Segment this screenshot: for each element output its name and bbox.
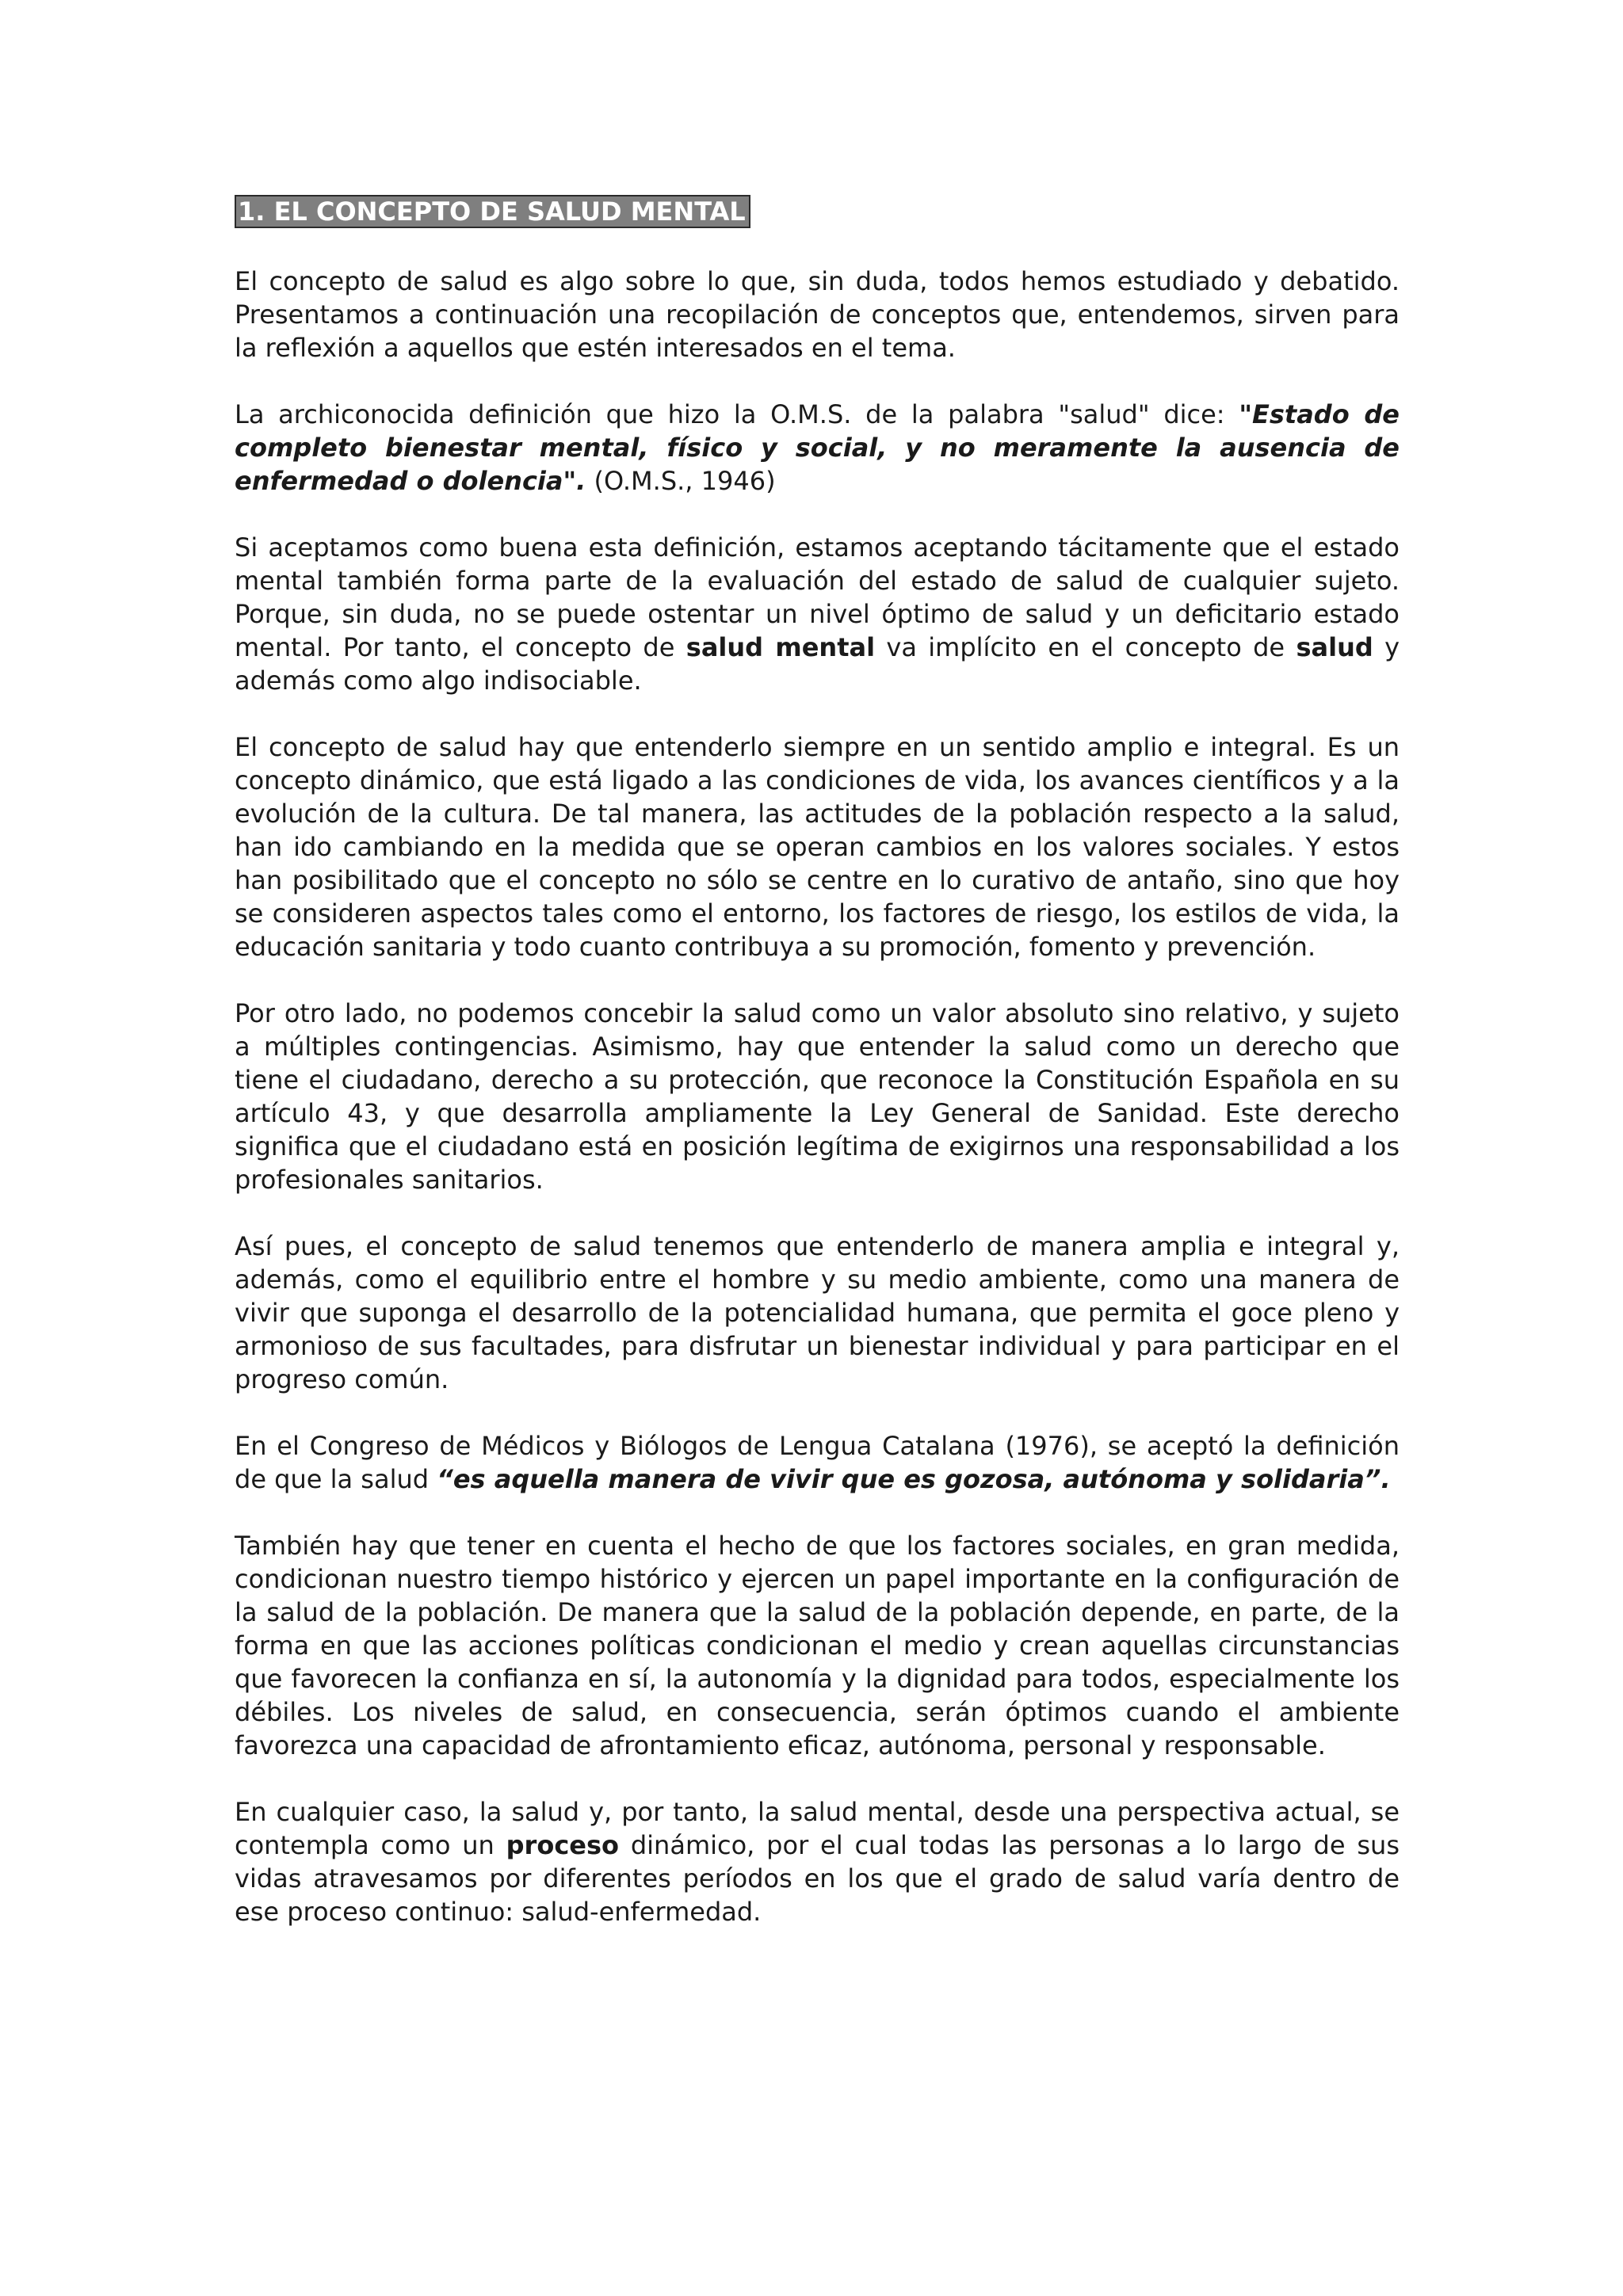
oms-intro-text: La archiconocida definición que hizo la O.M.S. de la palabra "salud" dice: — [235, 399, 1239, 429]
term-salud-mental: salud mental — [685, 632, 876, 662]
term-salud: salud — [1296, 632, 1373, 662]
paragraph-mental-state — [235, 531, 1400, 697]
paragraph-process — [235, 1795, 1400, 1928]
text-run: En el Congreso de Médicos y Biólogos de Lengua Catalana (1976), se aceptó la definición de que la salud — [235, 1431, 1400, 1494]
text-run: dinámico, por el cual todas las personas a lo largo de sus vidas atravesamos por diferentes períodos en los que el grado de salud varía dentro de ese proceso continuo: salud-enfermedad. — [235, 1830, 1400, 1927]
oms-quote: "Estado de completo bienestar mental, físico y social, y no meramente la ausencia de enfermedad o dolencia". — [235, 399, 1400, 496]
congress-quote: “es aquella manera de vivir que es gozosa, autónoma y solidaria”. — [437, 1464, 1391, 1494]
paragraph-relative-value: Por otro lado, no podemos concebir la salud como un valor absoluto sino relativo, y sujeto a múltiples contingencias. Asimismo, hay que entender la salud como un derecho que tiene el ciudadano, derecho a su protección, que reconoce la Constitución Española en su artículo 43, y que desarrolla ampliamente la Ley General de Sanidad. Este derecho significa que el ciudadano está en posición legítima de exigirnos una responsabilidad a los profesionales sanitarios. — [235, 998, 1400, 1195]
oms-citation: (O.M.S., 1946) — [586, 466, 776, 496]
term-proceso: proceso — [506, 1830, 620, 1860]
paragraph-integral-concept: Así pues, el concepto de salud tenemos que entenderlo de manera amplia e integral y, además, como el equilibrio entre el hombre y su medio ambiente, como una manera de vivir que suponga el desarrollo de la potencialidad humana, que permita el goce pleno y armonioso de sus facultades, para disfrutar un bienestar individual y para participar en el progreso común. — [235, 1231, 1400, 1394]
text-run: va implícito en el concepto de — [875, 632, 1296, 662]
text-run: y además como algo indisociable. — [235, 632, 1400, 696]
text-run: Si aceptamos como buena esta definición, estamos aceptando tácitamente que el estado mental también forma parte de la evaluación del estado de salud de cualquier sujeto. Porque, sin duda, no se puede ostentar un nivel óptimo de salud y un deficitario estado mental. Por tanto, el concepto de — [235, 532, 1400, 662]
paragraph-dynamic-concept: El concepto de salud hay que entenderlo siempre en un sentido amplio e integral. Es un concepto dinámico, que está ligado a las condiciones de vida, los avances científicos y a la evolución de la cultura. De tal manera, las actitudes de la población respecto a la salud, han ido cambiando en la medida que se operan cambios en los valores sociales. Y estos han posibilitado que el concepto no sólo se centre en lo curativo de antaño, sino que hoy se consideren aspectos tales como el entorno, los factores de riesgo, los estilos de vida, la educación sanitaria y todo cuanto contribuya a su promoción, fomento y prevención. — [235, 732, 1400, 962]
text-run: En cualquier caso, la salud y, por tanto, la salud mental, desde una perspectiva actual, se contempla como un — [235, 1797, 1400, 1860]
document-page — [235, 195, 1400, 1962]
paragraph-social-factors: También hay que tener en cuenta el hecho de que los factores sociales, en gran medida, condicionan nuestro tiempo histórico y ejercen un papel importante en la configuración de la salud de la población. De manera que la salud de la población depende, en parte, de la forma en que las acciones políticas condicionan el medio y crean aquellas circunstancias que favorecen la confianza en sí, la autonomía y la dignidad para todos, especialmente los débiles. Los niveles de salud, en consecuencia, serán óptimos cuando el ambiente favorezca una capacidad de afrontamiento eficaz, autónoma, personal y responsable. — [235, 1531, 1400, 1760]
paragraph-oms-definition — [235, 398, 1400, 498]
paragraph-intro: El concepto de salud es algo sobre lo que, sin duda, todos hemos estudiado y debatido. Presentamos a continuación una recopilación de conceptos que, entendemos, sirven para la reflexión a aquellos que estén interesados en el tema. — [235, 266, 1400, 363]
section-heading: 1. EL CONCEPTO DE SALUD MENTAL — [235, 195, 750, 228]
paragraph-congress-definition — [235, 1429, 1400, 1496]
